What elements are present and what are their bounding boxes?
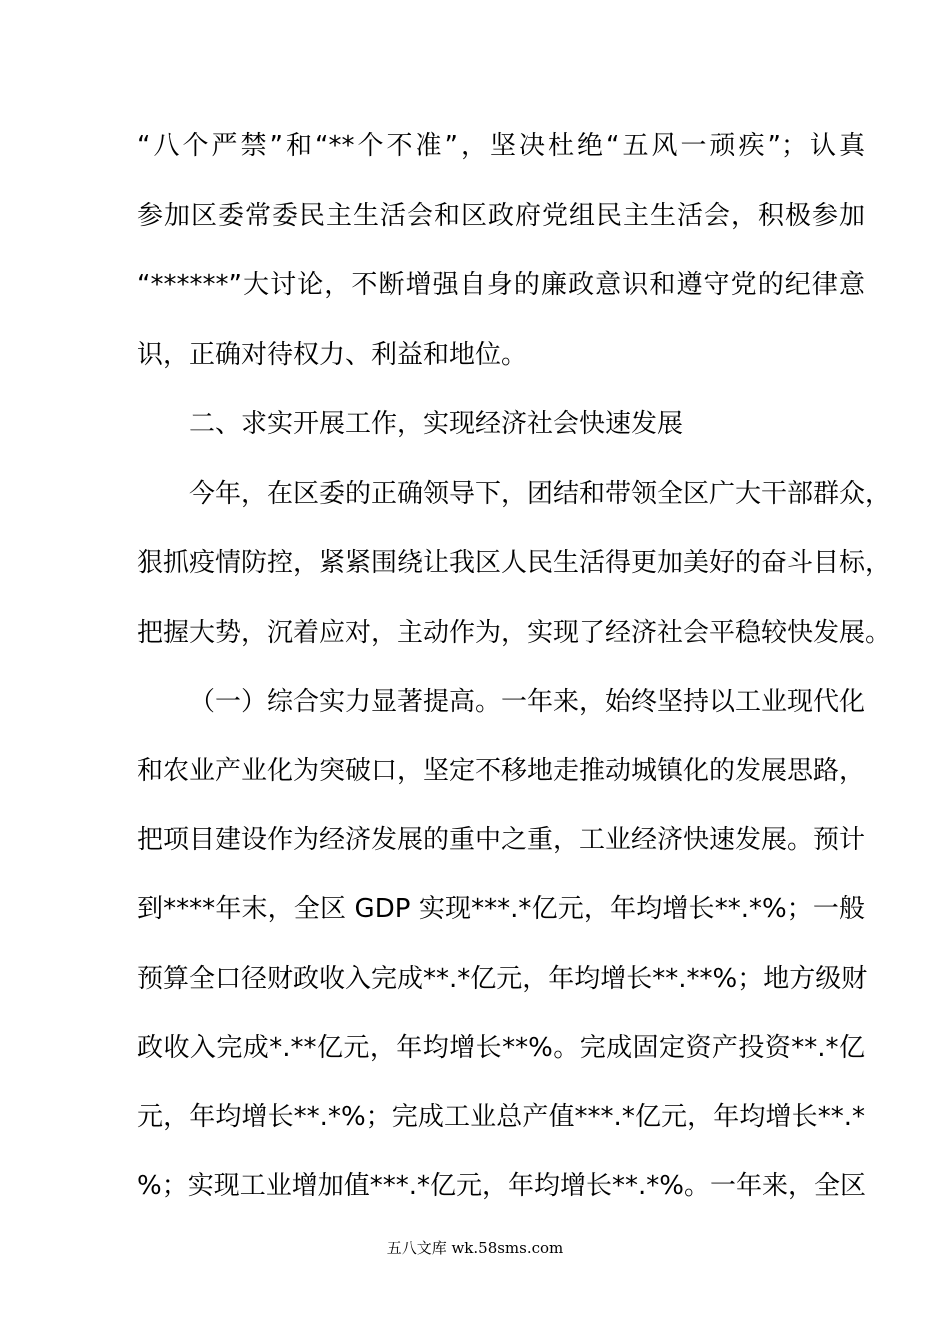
text-line: 政收入完成*.**亿元，年均增长**%。完成固定资产投资**.*亿 [137, 1033, 865, 1063]
text-line: 狠抓疫情防控，紧紧围绕让我区人民生活得更加美好的奋斗目标， [137, 548, 892, 578]
text-line: 把握大势，沉着应对，主动作为，实现了经济社会平稳较快发展。 [137, 618, 892, 648]
text-line: 元，年均增长**.*%；完成工业总产值***.*亿元，年均增长**.* [137, 1102, 865, 1132]
text-line: “八个严禁”和“**个不准”，坚决杜绝“五风一顽疾”；认真 [137, 131, 865, 161]
text-line: 识，正确对待权力、利益和地位。 [137, 340, 528, 370]
text-line: 到****年末，全区 GDP 实现***.*亿元，年均增长**.*%；一般 [137, 894, 865, 924]
text-line: 预算全口径财政收入完成**.*亿元，年均增长**.**%；地方级财 [137, 964, 868, 994]
text-line: 把项目建设作为经济发展的重中之重，工业经济快速发展。预计 [137, 825, 866, 855]
paragraph-first-line: 今年，在区委的正确领导下，团结和带领全区广大干部群众， [189, 479, 892, 509]
text-line: %；实现工业增加值***.*亿元，年均增长**.*%。一年来，全区 [137, 1171, 866, 1201]
text-line: “******”大讨论，不断增强自身的廉政意识和遵守党的纪律意 [137, 270, 865, 300]
page-footer: 五八文库 wk.58sms.com [386, 1239, 564, 1257]
text-line: 和农业产业化为突破口，坚定不移地走推动城镇化的发展思路， [137, 756, 866, 786]
text-line: 参加区委常委民主生活会和区政府党组民主生活会，积极参加 [137, 201, 865, 231]
paragraph-first-line: （一）综合实力显著提高。一年来，始终坚持以工业现代化 [189, 687, 866, 717]
section-heading: 二、求实开展工作，实现经济社会快速发展 [189, 409, 684, 439]
